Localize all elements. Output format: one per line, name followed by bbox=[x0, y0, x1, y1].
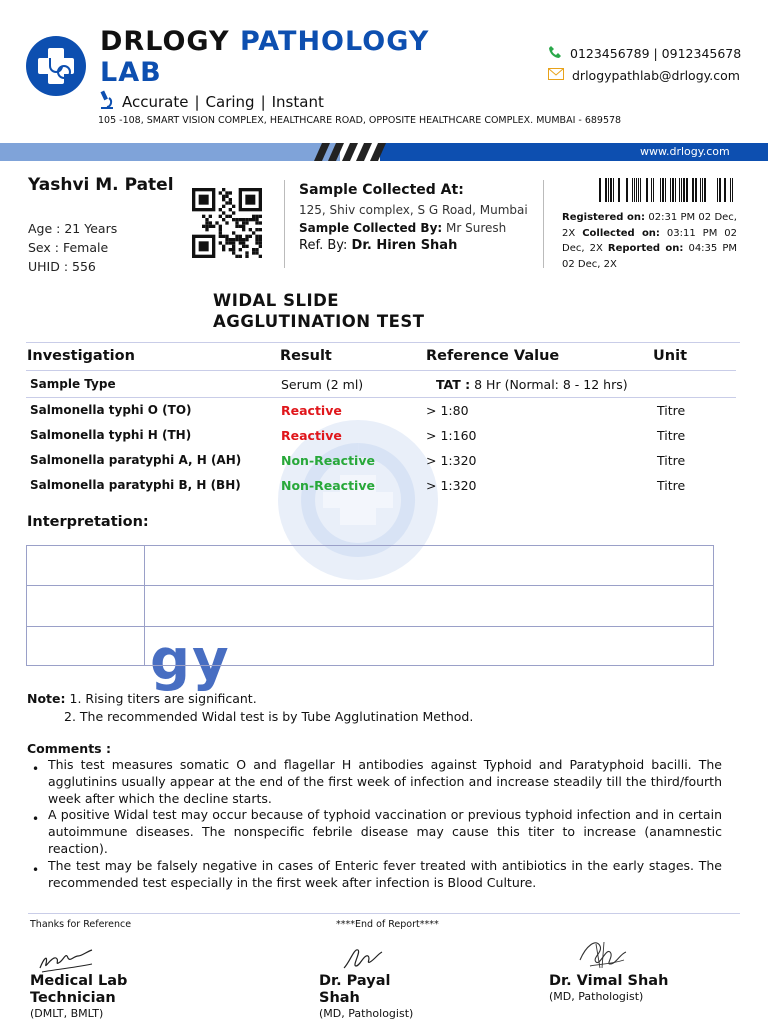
tagline-accurate: Accurate bbox=[122, 93, 189, 111]
registered-label: Registered on: bbox=[562, 212, 646, 223]
investigation-name: Salmonella paratyphi A, H (AH) bbox=[30, 453, 242, 467]
note-line2: 2. The recommended Widal test is by Tube Agglutination Method. bbox=[64, 709, 474, 724]
report-title bbox=[213, 290, 425, 332]
footer-rule bbox=[28, 913, 740, 914]
tagline-separator: | bbox=[260, 93, 266, 111]
registered-value: 02:31 PM 02 Dec, 2X bbox=[562, 212, 737, 239]
signature-dr-vimal bbox=[549, 973, 749, 1003]
col-result: Result bbox=[280, 348, 332, 364]
signature-qualification: (MD, Pathologist) bbox=[319, 1007, 414, 1020]
col-reference: Reference Value bbox=[426, 348, 560, 364]
lab-name-part3: LAB bbox=[100, 57, 162, 88]
sample-type-label: Sample Type bbox=[30, 377, 116, 391]
collected-value: 03:11 PM 02 Dec, 2X bbox=[562, 227, 738, 254]
comment-item: • A positive Widal test may occur because of typhoid vaccination or previous typhoid infection and in certain autoimmune diseases. The nonspecific febrile disease may cause this titer to increase (anamnestic reaction). bbox=[32, 807, 722, 856]
unit-value: Titre bbox=[657, 453, 686, 468]
microscope-icon bbox=[98, 90, 116, 114]
divider bbox=[543, 180, 544, 268]
report-title-line2: AGGLUTINATION TEST bbox=[213, 312, 425, 331]
thanks-text: Thanks for Reference bbox=[30, 919, 132, 930]
signature-qualification: (MD, Pathologist) bbox=[549, 990, 644, 1003]
email-icon bbox=[548, 68, 564, 83]
comments-list bbox=[30, 757, 722, 891]
patient-name: Yashvi M. Patel bbox=[28, 175, 174, 195]
signature-name: Dr. Vimal Shah bbox=[549, 973, 669, 989]
result-value: Reactive bbox=[281, 428, 342, 443]
watermark-text: gy bbox=[150, 628, 231, 693]
tagline-separator: | bbox=[194, 93, 200, 111]
unit-value: Titre bbox=[657, 428, 686, 443]
age-value: 21 Years bbox=[64, 221, 118, 236]
investigation-name: Salmonella typhi H (TH) bbox=[30, 428, 192, 442]
note-label: Note: bbox=[27, 691, 66, 706]
lab-name-part2: PATHOLOGY bbox=[239, 26, 430, 57]
result-value: Non-Reactive bbox=[281, 453, 375, 468]
lab-name-part1: DRLOGY bbox=[100, 26, 230, 57]
result-value: Reactive bbox=[281, 403, 342, 418]
lab-name bbox=[100, 26, 520, 88]
signature-dr-payal bbox=[319, 973, 419, 1020]
qr-code[interactable] bbox=[190, 188, 264, 258]
barcode bbox=[597, 178, 735, 206]
email-address[interactable]: drlogypathlab@drlogy.com bbox=[572, 67, 740, 83]
dr-payal-signature bbox=[340, 942, 386, 974]
unit-value: Titre bbox=[657, 403, 686, 418]
uhid-value: 556 bbox=[72, 259, 96, 274]
contact-block bbox=[548, 42, 741, 86]
reference-value: > 1:160 bbox=[426, 428, 477, 443]
technician-signature bbox=[36, 948, 102, 976]
reference-value: > 1:320 bbox=[426, 478, 477, 493]
comments-label: Comments : bbox=[27, 741, 111, 756]
reported-label: Reported on: bbox=[607, 243, 684, 254]
tat-label: TAT : bbox=[436, 377, 471, 392]
comment-item: • This test measures somatic O and flagellar H antibodies against Typhoid and Paratyphoid bacilli. The agglutinins usually appear at the end of the first week of infection and increase steadily till the third/fourth week after which the decline starts. bbox=[32, 757, 722, 806]
ref-by-label: Ref. By: bbox=[299, 238, 348, 253]
lab-tagline bbox=[98, 90, 324, 114]
sample-collected-by-label: Sample Collected By: bbox=[299, 221, 443, 235]
patient-info bbox=[28, 219, 117, 276]
result-value: Non-Reactive bbox=[281, 478, 375, 493]
phone-icon bbox=[548, 45, 562, 62]
sex-value: Female bbox=[62, 240, 109, 255]
reference-value: > 1:80 bbox=[426, 403, 469, 418]
note-line1: 1. Rising titers are significant. bbox=[69, 691, 257, 706]
unit-value: Titre bbox=[657, 478, 686, 493]
signature-name: Medical Lab Technician bbox=[30, 973, 128, 1006]
header-stripes bbox=[308, 143, 388, 161]
signature-technician bbox=[30, 973, 190, 1020]
comment-item: • The test may be falsely negative in cases of Enteric fever treated with antibiotics in the early stages. The recommended test especially in the first week after infection is Blood Culture. bbox=[32, 857, 722, 890]
reported-value: 04:35 PM 02 Dec, 2X bbox=[562, 243, 737, 270]
collected-label: Collected on: bbox=[582, 227, 660, 239]
report-title-line1: WIDAL SLIDE bbox=[213, 291, 340, 310]
sample-type-value: Serum (2 ml) bbox=[281, 377, 364, 392]
sex-label: Sex : bbox=[28, 240, 59, 255]
table-top-rule bbox=[26, 342, 740, 343]
sample-collected-at: 125, Shiv complex, S G Road, Mumbai bbox=[299, 203, 528, 217]
age-label: Age : bbox=[28, 221, 61, 236]
dr-vimal-signature bbox=[572, 932, 634, 976]
interpretation-table bbox=[26, 545, 714, 666]
row-rule bbox=[26, 397, 736, 398]
ref-by-doctor: Dr. Hiren Shah bbox=[351, 238, 458, 253]
tat-value: 8 Hr (Normal: 8 - 12 hrs) bbox=[474, 377, 628, 392]
interpretation-label: Interpretation: bbox=[27, 514, 149, 530]
divider bbox=[284, 180, 285, 268]
col-investigation: Investigation bbox=[27, 348, 135, 364]
lab-logo bbox=[26, 36, 86, 96]
signature-qualification: (DMLT, BMLT) bbox=[30, 1007, 104, 1020]
tagline-caring: Caring bbox=[205, 93, 255, 111]
investigation-name: Salmonella paratyphi B, H (BH) bbox=[30, 478, 241, 492]
col-unit: Unit bbox=[653, 348, 687, 364]
timestamps bbox=[562, 210, 737, 272]
lab-address: 105 -108, SMART VISION COMPLEX, HEALTHCARE ROAD, OPPOSITE HEALTHCARE COMPLEX. MUMBAI - 689578 bbox=[98, 115, 622, 126]
phone-numbers[interactable]: 0123456789 | 0912345678 bbox=[570, 45, 742, 61]
investigation-name: Salmonella typhi O (TO) bbox=[30, 403, 192, 417]
end-of-report: ****End of Report**** bbox=[336, 919, 439, 930]
table-header-rule bbox=[26, 370, 736, 371]
tagline-instant: Instant bbox=[271, 93, 324, 111]
signature-name: Dr. Payal Shah bbox=[319, 973, 391, 1006]
sample-collected-at-label: Sample Collected At: bbox=[299, 182, 464, 198]
header-band-light bbox=[0, 143, 340, 161]
sample-info bbox=[299, 182, 534, 254]
note bbox=[27, 690, 473, 726]
reference-value: > 1:320 bbox=[426, 453, 477, 468]
sample-collected-by: Mr Suresh bbox=[446, 221, 507, 235]
website-link[interactable]: www.drlogy.com bbox=[640, 145, 730, 158]
uhid-label: UHID : bbox=[28, 259, 69, 274]
